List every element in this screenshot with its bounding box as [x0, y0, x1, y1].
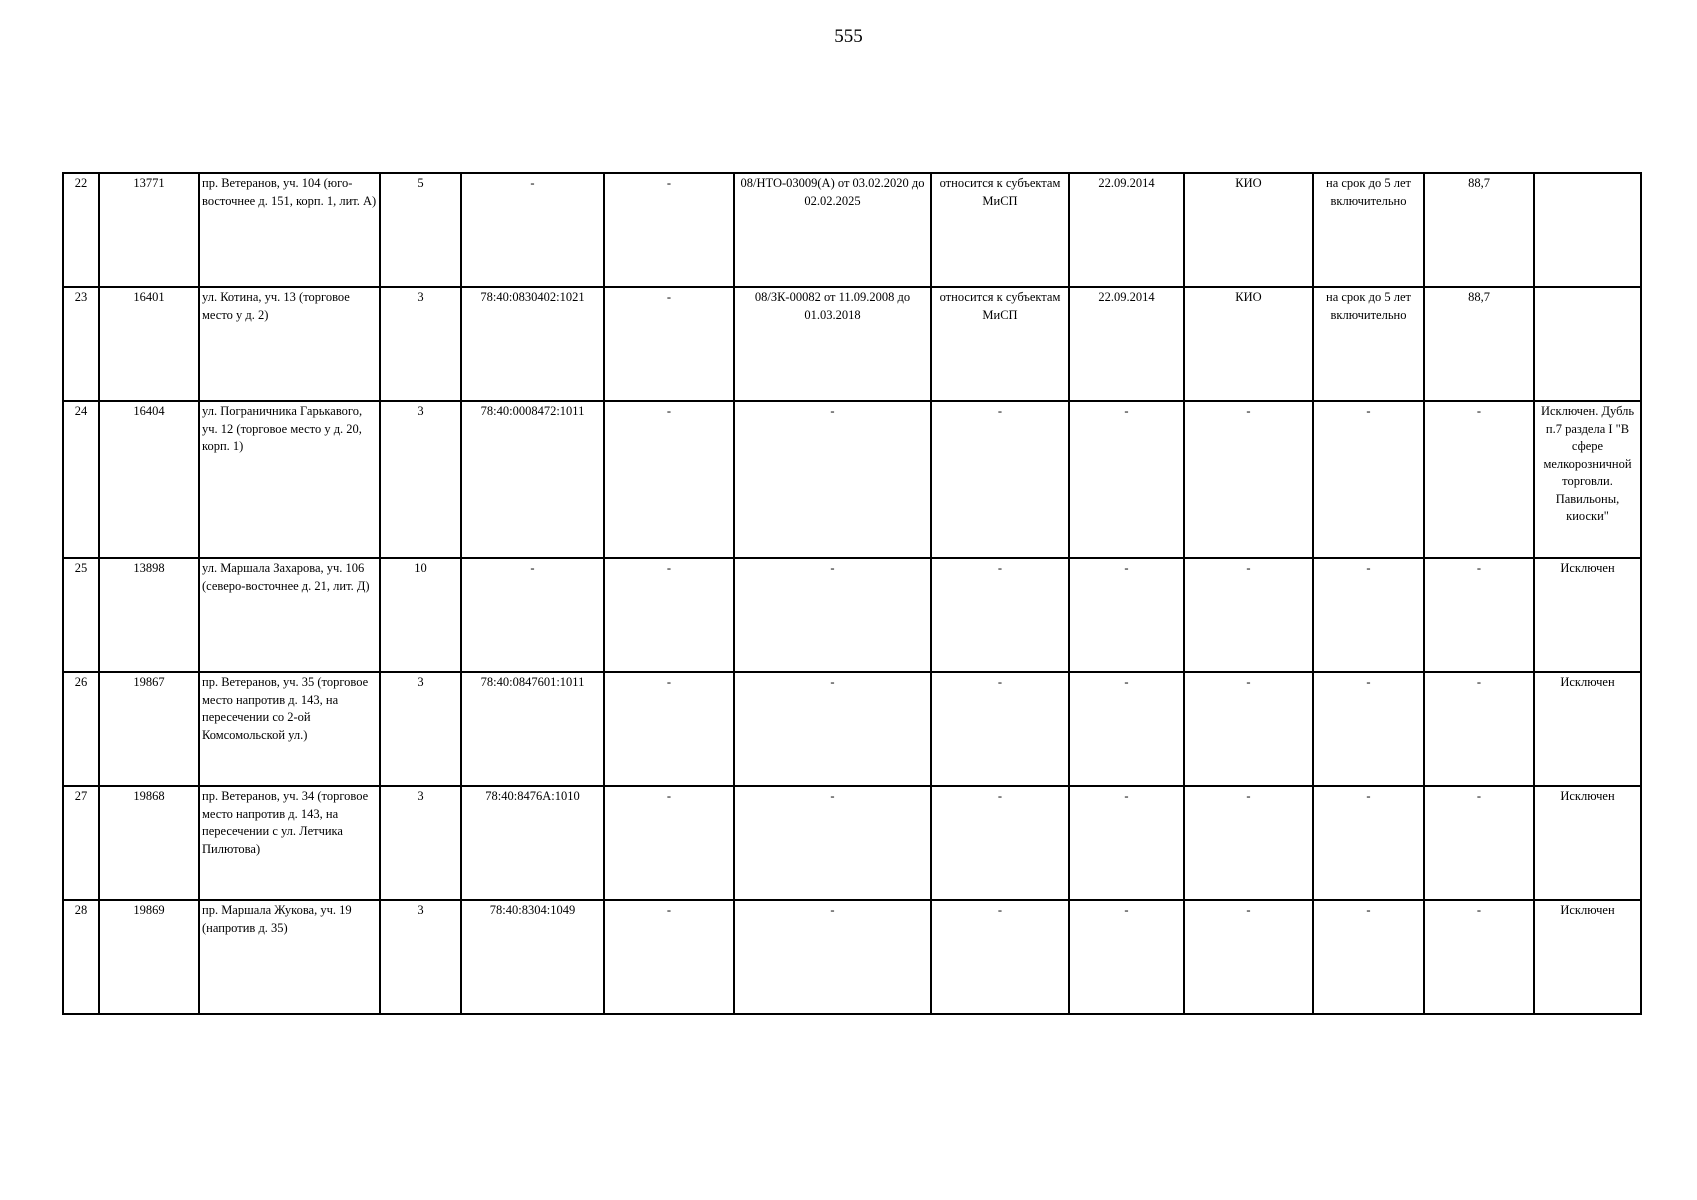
area-cell: 5 — [380, 173, 461, 287]
object-code-cell: 13898 — [99, 558, 199, 672]
date-cell: - — [1069, 401, 1184, 558]
date-cell: 22.09.2014 — [1069, 287, 1184, 401]
area-cell: 3 — [380, 672, 461, 786]
area-cell: 3 — [380, 287, 461, 401]
value-cell: - — [1424, 900, 1534, 1014]
row-number-cell: 24 — [63, 401, 99, 558]
subject-cell: - — [931, 786, 1069, 900]
column-6-cell: - — [604, 173, 734, 287]
authority-cell: КИО — [1184, 287, 1313, 401]
column-6-cell: - — [604, 672, 734, 786]
object-code-cell: 19868 — [99, 786, 199, 900]
cadastral-number-cell: - — [461, 558, 604, 672]
cadastral-number-cell: 78:40:0847601:1011 — [461, 672, 604, 786]
table-row — [63, 401, 1641, 558]
term-cell: - — [1313, 786, 1424, 900]
term-cell: - — [1313, 558, 1424, 672]
subject-cell: - — [931, 558, 1069, 672]
table-row — [63, 287, 1641, 401]
value-cell: 88,7 — [1424, 173, 1534, 287]
date-cell: - — [1069, 672, 1184, 786]
subject-cell: - — [931, 900, 1069, 1014]
address-cell: ул. Котина, уч. 13 (торговое место у д. 2) — [199, 287, 380, 401]
term-cell: - — [1313, 900, 1424, 1014]
contract-cell: - — [734, 786, 931, 900]
note-cell: Исключен — [1534, 786, 1641, 900]
authority-cell: - — [1184, 900, 1313, 1014]
column-6-cell: - — [604, 558, 734, 672]
date-cell: - — [1069, 900, 1184, 1014]
term-cell: на срок до 5 лет включительно — [1313, 173, 1424, 287]
note-cell — [1534, 173, 1641, 287]
address-cell: пр. Ветеранов, уч. 34 (торговое место напротив д. 143, на пересечении с ул. Летчика Пилютова) — [199, 786, 380, 900]
area-cell: 3 — [380, 900, 461, 1014]
contract-cell: - — [734, 401, 931, 558]
row-number-cell: 25 — [63, 558, 99, 672]
address-cell: пр. Ветеранов, уч. 104 (юго-восточнее д. 151, корп. 1, лит. А) — [199, 173, 380, 287]
subject-cell: - — [931, 672, 1069, 786]
row-number-cell: 23 — [63, 287, 99, 401]
subject-cell: относится к субъектам МиСП — [931, 173, 1069, 287]
table-row — [63, 173, 1641, 287]
date-cell: - — [1069, 558, 1184, 672]
object-code-cell: 16401 — [99, 287, 199, 401]
address-cell: ул. Маршала Захарова, уч. 106 (северо-восточнее д. 21, лит. Д) — [199, 558, 380, 672]
note-cell: Исключен — [1534, 900, 1641, 1014]
authority-cell: - — [1184, 672, 1313, 786]
subject-cell: относится к субъектам МиСП — [931, 287, 1069, 401]
address-cell: пр. Маршала Жукова, уч. 19 (напротив д. 35) — [199, 900, 380, 1014]
value-cell: - — [1424, 672, 1534, 786]
page-number: 555 — [834, 26, 863, 47]
area-cell: 3 — [380, 786, 461, 900]
object-code-cell: 13771 — [99, 173, 199, 287]
authority-cell: - — [1184, 786, 1313, 900]
column-6-cell: - — [604, 786, 734, 900]
cadastral-number-cell: 78:40:8304:1049 — [461, 900, 604, 1014]
value-cell: - — [1424, 786, 1534, 900]
contract-cell: - — [734, 558, 931, 672]
table-row — [63, 900, 1641, 1014]
area-cell: 10 — [380, 558, 461, 672]
row-number-cell: 27 — [63, 786, 99, 900]
note-cell: Исключен. Дубль п.7 раздела I "В сфере мелкорозничной торговли. Павильоны, киоски" — [1534, 401, 1641, 558]
row-number-cell: 28 — [63, 900, 99, 1014]
note-cell: Исключен — [1534, 558, 1641, 672]
value-cell: - — [1424, 401, 1534, 558]
column-6-cell: - — [604, 401, 734, 558]
area-cell: 3 — [380, 401, 461, 558]
subject-cell: - — [931, 401, 1069, 558]
table-row — [63, 558, 1641, 672]
note-cell — [1534, 287, 1641, 401]
note-cell: Исключен — [1534, 672, 1641, 786]
contract-cell: - — [734, 900, 931, 1014]
authority-cell: - — [1184, 558, 1313, 672]
contract-cell: 08/НТО-03009(А) от 03.02.2020 до 02.02.2025 — [734, 173, 931, 287]
contract-cell: 08/ЗК-00082 от 11.09.2008 до 01.03.2018 — [734, 287, 931, 401]
authority-cell: КИО — [1184, 173, 1313, 287]
object-code-cell: 19869 — [99, 900, 199, 1014]
date-cell: 22.09.2014 — [1069, 173, 1184, 287]
contract-cell: - — [734, 672, 931, 786]
date-cell: - — [1069, 786, 1184, 900]
address-cell: пр. Ветеранов, уч. 35 (торговое место напротив д. 143, на пересечении со 2-ой Комсомольской ул.) — [199, 672, 380, 786]
row-number-cell: 26 — [63, 672, 99, 786]
value-cell: 88,7 — [1424, 287, 1534, 401]
authority-cell: - — [1184, 401, 1313, 558]
column-6-cell: - — [604, 287, 734, 401]
cadastral-number-cell: - — [461, 173, 604, 287]
value-cell: - — [1424, 558, 1534, 672]
object-code-cell: 19867 — [99, 672, 199, 786]
object-code-cell: 16404 — [99, 401, 199, 558]
column-6-cell: - — [604, 900, 734, 1014]
table-row — [63, 672, 1641, 786]
cadastral-number-cell: 78:40:8476А:1010 — [461, 786, 604, 900]
term-cell: - — [1313, 672, 1424, 786]
term-cell: - — [1313, 401, 1424, 558]
registry-table — [62, 172, 1642, 1015]
address-cell: ул. Пограничника Гарькавого, уч. 12 (торговое место у д. 20, корп. 1) — [199, 401, 380, 558]
table-row — [63, 786, 1641, 900]
cadastral-number-cell: 78:40:0008472:1011 — [461, 401, 604, 558]
row-number-cell: 22 — [63, 173, 99, 287]
cadastral-number-cell: 78:40:0830402:1021 — [461, 287, 604, 401]
term-cell: на срок до 5 лет включительно — [1313, 287, 1424, 401]
